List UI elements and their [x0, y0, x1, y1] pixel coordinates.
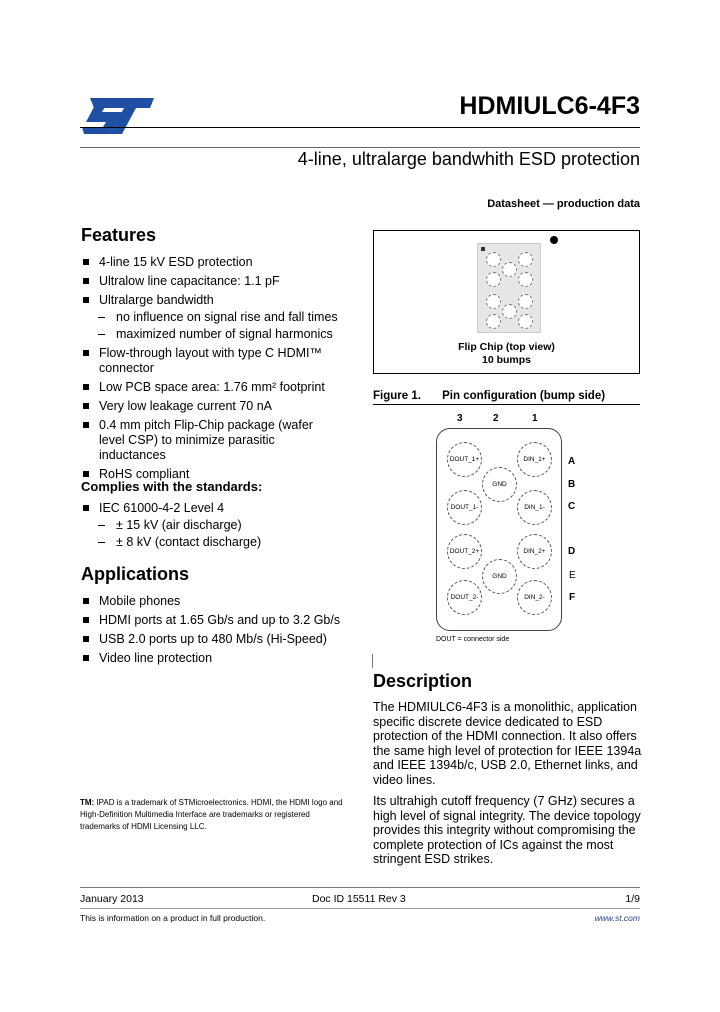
bump: [486, 314, 501, 329]
description-heading: Description: [373, 671, 473, 691]
pin-e2: GND: [482, 559, 517, 594]
bump: [502, 304, 517, 319]
row-label: A: [568, 456, 576, 467]
list-item: Mobile phones: [82, 594, 347, 609]
bump: [518, 294, 533, 309]
website-link[interactable]: www.st.com: [594, 913, 640, 923]
list-item: USB 2.0 ports up to 480 Mb/s (Hi-Speed): [82, 632, 347, 647]
row-label: C: [568, 501, 576, 512]
pin1-marker: [481, 247, 485, 251]
footer-rule-2: [80, 908, 640, 909]
trademark-note: [80, 797, 348, 833]
figure-number: Figure 1.: [373, 390, 421, 402]
pin-diagram: [436, 428, 562, 631]
applications-heading: Applications: [81, 564, 190, 584]
package-caption-line1: Flip Chip (top view): [458, 341, 555, 353]
footer-rule: [80, 887, 640, 888]
list-item: Low PCB space area: 1.76 mm² footprint: [82, 380, 347, 395]
production-note: This is information on a product in full production.: [80, 913, 266, 923]
package-caption: [374, 341, 639, 367]
figure-title: Pin configuration (bump side): [442, 390, 606, 402]
list-item: HDMI ports at 1.65 Gb/s and up to 3.2 Gb/s: [82, 613, 347, 628]
description-paragraph: Its ultrahigh cutoff frequency (7 GHz) secures a high level of signal integrity. The device topology provides this integrity without compromising the complete protection of ICs against the most stringent ESD strikes.: [373, 794, 641, 867]
row-label: D: [568, 546, 576, 557]
bump: [502, 262, 517, 277]
pin-a1: DIN_1+: [517, 442, 552, 477]
standards-heading: Complies with the standards:: [81, 479, 263, 494]
pin-f1: DIN_2-: [517, 580, 552, 615]
pin-c3: DOUT_1-: [447, 490, 482, 525]
list-item: Video line protection: [82, 651, 347, 666]
st-logo: [80, 96, 156, 136]
column-label: 1: [532, 413, 538, 424]
part-number-title: HDMIULC6-4F3: [459, 92, 640, 120]
package-image-box: [373, 230, 640, 374]
row-label: E: [569, 570, 576, 581]
list-item: 0.4 mm pitch Flip-Chip package (wafer level CSP) to minimize parasitic inductances: [82, 418, 347, 463]
document-subtitle: 4-line, ultralarge bandwhith ESD protection: [297, 149, 640, 169]
list-item: IEC 61000-4-2 Level 4: [82, 501, 347, 516]
list-item: RoHS compliant: [82, 467, 347, 482]
bump: [486, 294, 501, 309]
list-item: Ultralarge bandwidth: [82, 293, 347, 308]
features-heading: Features: [81, 225, 157, 245]
bump: [518, 314, 533, 329]
footer-doc-id: Doc ID 15511 Rev 3: [312, 893, 406, 905]
package-caption-line2: 10 bumps: [481, 354, 531, 366]
column-label: 3: [457, 413, 463, 424]
list-item: 4-line 15 kV ESD protection: [82, 255, 347, 270]
footer-page-number: 1/9: [625, 893, 640, 905]
orientation-dot: [550, 236, 558, 244]
list-item: Ultralow line capacitance: 1.1 pF: [82, 274, 347, 289]
figure-note: DOUT = connector side: [436, 636, 510, 643]
description-paragraph: The HDMIULC6-4F3 is a monolithic, application specific discrete device dedicated to ESD protection of the HDMI connection. It also offers the same high level of protection for IEEE 1394a and IEEE 1394b/c, USB 2.0, Ethernet links, and video lines.: [373, 700, 642, 787]
trademark-text: IPAD is a trademark of STMicroelectronics. HDMI, the HDMI logo and High-Definition Multimedia Interface are trademarks or registered trademarks of HDMI Licensing LLC.: [80, 798, 343, 831]
applications-list: [82, 594, 347, 670]
list-item: Flow-through layout with type C HDMI™ connector: [82, 346, 347, 376]
trademark-label: TM:: [80, 798, 95, 807]
bump: [518, 272, 533, 287]
figure-rule: [373, 404, 640, 405]
column-divider: [372, 654, 373, 668]
bump: [518, 252, 533, 267]
list-item: maximized number of signal harmonics: [82, 327, 347, 342]
row-label: B: [568, 479, 576, 490]
header-rule-top: [80, 127, 640, 128]
bump: [486, 272, 501, 287]
footer-date: January 2013: [80, 893, 144, 905]
list-item: Very low leakage current 70 nA: [82, 399, 347, 414]
pin-d1: DIN_2+: [517, 534, 552, 569]
pin-f3: DOUT_2-: [447, 580, 482, 615]
standards-list: [82, 501, 347, 552]
row-label: F: [569, 592, 576, 603]
flip-chip-image: [477, 243, 541, 333]
list-item: ± 15 kV (air discharge): [82, 518, 347, 533]
features-list: [82, 255, 347, 486]
pin-c1: DIN_1-: [517, 490, 552, 525]
pin-d3: DOUT_2+: [447, 534, 482, 569]
column-label: 2: [493, 413, 499, 424]
datasheet-label: Datasheet — production data: [487, 198, 640, 210]
pin-a3: DOUT_1+: [447, 442, 482, 477]
header-rule-bottom: [80, 147, 640, 148]
list-item: no influence on signal rise and fall times: [82, 310, 347, 325]
figure-caption: [373, 390, 605, 402]
list-item: ± 8 kV (contact discharge): [82, 535, 347, 550]
pin-b2: GND: [482, 467, 517, 502]
bump: [486, 252, 501, 267]
